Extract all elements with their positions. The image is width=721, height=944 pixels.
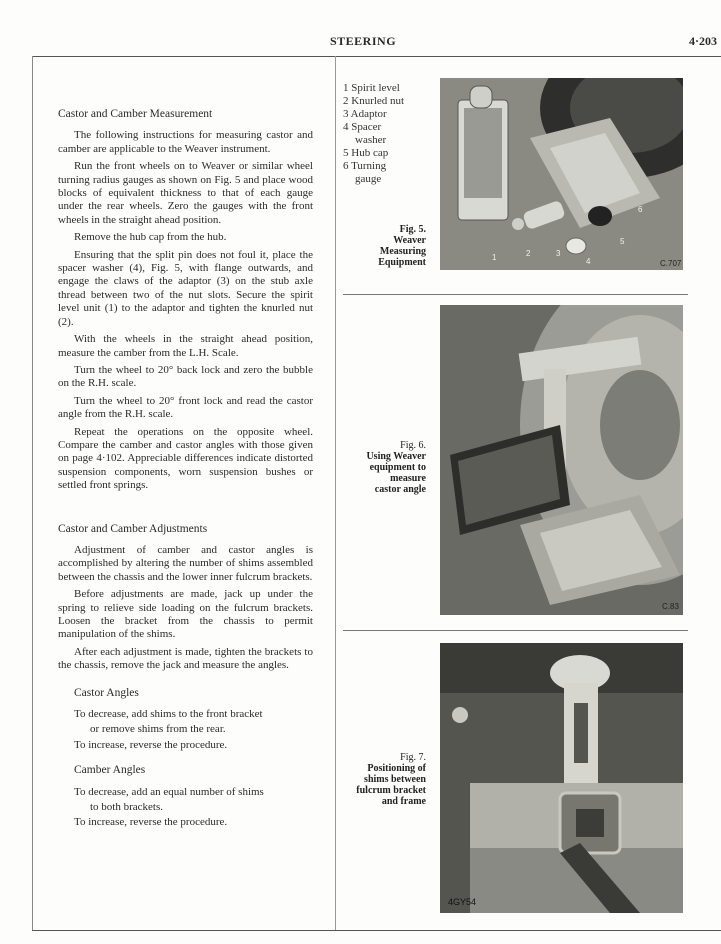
figure-separator: [343, 630, 688, 631]
castor-measurement-image: [440, 305, 683, 615]
callout-3: 3: [556, 249, 561, 258]
paragraph: Run the front wheels on to Weaver or similar wheel turning radius gauges as shown on Fig. 5 and place wood blocks of equivalent thickness to that of each gauge under the rear wheels. Zero the gauges with the front wheels in the straight ahead position.: [58, 160, 313, 226]
figure-5-caption: Fig. 5. Weaver Measuring Equipment: [378, 224, 426, 268]
page-number: 4·203: [688, 34, 717, 48]
callout-5: 5: [620, 237, 625, 246]
section-heading-adjustments: Castor and Camber Adjustments: [58, 522, 208, 535]
callout-4: 4: [586, 257, 591, 266]
legend-item: 4 Spacer: [343, 121, 382, 133]
callout-2: 2: [526, 249, 531, 258]
instruction-line: To decrease, add an equal number of shims: [74, 785, 264, 798]
photo-code: C.707: [660, 259, 682, 268]
paragraph: Remove the hub cap from the hub.: [74, 231, 227, 244]
subheading-camber-angles: Camber Angles: [74, 764, 146, 777]
figure-6-photo: [440, 305, 683, 615]
bottom-rule: [32, 930, 721, 931]
legend-item: 6 Turning: [343, 160, 387, 172]
subheading-castor-angles: Castor Angles: [74, 686, 139, 699]
paragraph: Adjustment of camber and castor angles is accomplished by altering the number of shims assembled between the chassis and the lower inner fulcrum brackets.: [58, 543, 313, 583]
top-rule: [32, 56, 721, 57]
paragraph: Turn the wheel to 20° front lock and read the castor angle from the R.H. scale.: [58, 394, 313, 421]
section-heading-measurement: Castor and Camber Measurement: [58, 108, 213, 120]
photo-code: C.83: [662, 602, 679, 611]
shim-positioning-image: [440, 643, 683, 913]
paragraph: Repeat the operations on the opposite wheel. Compare the camber and castor angles with those given on page 4·102. Appreciable differences indicate distorted suspension components, worn suspension bushes or settled front springs.: [58, 425, 313, 492]
figure-6-caption: Fig. 6. Using Weaver equipment to measure castor angle: [366, 440, 426, 495]
figure-separator: [343, 294, 688, 295]
legend-item: 2 Knurled nut: [343, 95, 405, 107]
paragraph: The following instructions for measuring castor and camber are applicable to the Weaver instrument.: [58, 129, 313, 155]
photo-code: 4GY54: [448, 897, 477, 907]
paragraph: Ensuring that the split pin does not foul it, place the spacer washer (4), Fig. 5, with flange outwards, and engage the claws of the adaptor (3) on the stub axle thread between two of the nut slots. Secure the spirit level unit (1) to the adaptor and tighten the knurled nut (2).: [58, 248, 313, 328]
weaver-equipment-image: [440, 78, 683, 270]
instruction-line: or remove shims from the rear.: [90, 723, 226, 736]
figure-legend: [343, 82, 438, 186]
paragraph: Turn the wheel to 20° back lock and zero the bubble on the R.H. scale.: [58, 363, 313, 390]
figure-7-photo: [440, 643, 683, 913]
figure-7-caption: Fig. 7. Positioning of shims between fulcrum bracket and frame: [356, 752, 426, 807]
paragraph: Before adjustments are made, jack up under the spring to relieve side loading on the fulcrum brackets. Loosen the bracket from the chassis to permit manipulation of the shims.: [58, 588, 313, 641]
instruction-line: to both brackets.: [90, 801, 164, 814]
legend-item: 3 Adaptor: [343, 108, 387, 120]
legend-item: 1 Spirit level: [343, 82, 400, 94]
callout-6: 6: [638, 205, 643, 214]
legend-item-cont: washer: [355, 134, 387, 146]
instruction-line: To increase, reverse the procedure.: [74, 816, 228, 829]
paragraph: After each adjustment is made, tighten the brackets to the chassis, remove the jack and measure the angles.: [58, 645, 313, 672]
text-column: [58, 108, 313, 832]
figure-5-photo: [440, 78, 683, 270]
legend-item: 5 Hub cap: [343, 147, 389, 159]
paragraph: With the wheels in the straight ahead position, measure the camber from the L.H. Scale.: [58, 333, 313, 359]
legend-item-cont: gauge: [355, 173, 382, 185]
instruction-line: To increase, reverse the procedure.: [74, 738, 228, 751]
running-head: STEERING: [330, 34, 397, 48]
column-divider: [335, 56, 336, 930]
callout-1: 1: [492, 253, 497, 262]
left-frame-line: [32, 56, 33, 930]
instruction-line: To decrease, add shims to the front bracket: [74, 708, 263, 721]
